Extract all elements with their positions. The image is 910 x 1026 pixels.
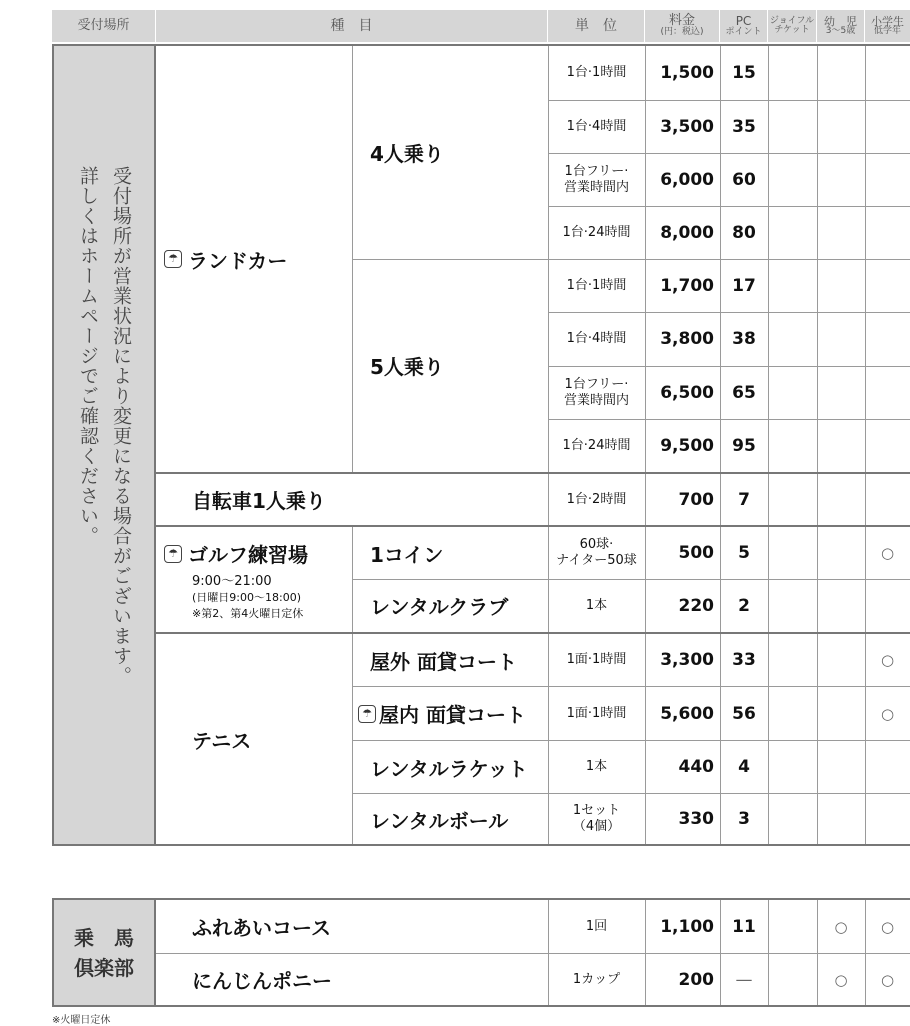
footnote: ※火曜日定休	[52, 1015, 111, 1026]
umbrella-icon: ☂	[358, 705, 376, 723]
table-row-points: 7	[738, 489, 750, 510]
header-infant: 幼 児 3〜5歳	[817, 10, 865, 42]
infant-mark: ○	[834, 970, 848, 989]
table-row-price: 500	[678, 543, 714, 563]
table-row-unit: 1面·1時間	[566, 705, 627, 721]
table-row-price: 1,700	[660, 275, 714, 296]
header-reception: 受付場所	[52, 10, 156, 42]
golf-closed-days: ※第2、第4火曜日定休	[192, 607, 304, 620]
table-row-unit: 1カップ	[572, 971, 621, 987]
table-row-price: 220	[678, 595, 714, 616]
table-row-points: 3	[738, 809, 750, 829]
table-row-points: 35	[732, 116, 756, 137]
table-row-points: 33	[732, 650, 756, 670]
elementary-mark: ○	[880, 917, 895, 936]
header-item: 種 目	[156, 10, 548, 42]
table-row-price: 6,500	[660, 382, 714, 403]
table-row-unit: 1回	[585, 918, 608, 934]
table-row-unit: 1台·24時間	[562, 224, 631, 240]
table-row-unit: 60球· ナイター50球	[556, 537, 637, 568]
table-row-unit: 1台フリー· 営業時間内	[563, 163, 629, 195]
table-row-points: 65	[732, 382, 756, 403]
reception-column	[54, 46, 156, 844]
table-row-price: 1,100	[660, 916, 714, 937]
table-row-unit: 1面·1時間	[566, 652, 627, 668]
table-row-points: 95	[732, 435, 756, 456]
horse-fureai-label: ふれあいコース	[192, 916, 331, 940]
elementary-mark: ○	[880, 970, 895, 989]
golf-rental-club-label: レンタルクラブ	[370, 595, 509, 619]
table-row-points: 56	[732, 703, 756, 724]
tennis-indoor-court-label: ☂ 屋内 面貸コート	[352, 687, 548, 740]
golf-hours: 9:00〜21:00	[192, 574, 272, 589]
header-price: 料金 (円：税込)	[645, 10, 720, 42]
tennis-rental-ball-label: レンタルボール	[370, 808, 509, 833]
table-row-unit: 1台·1時間	[566, 277, 627, 293]
horse-carrot-pony-label: にんじんポニー	[192, 969, 332, 993]
tennis-rental-racket-label: レンタルラケット	[370, 756, 528, 781]
umbrella-icon: ☂	[164, 250, 182, 268]
table-row-points: 4	[738, 757, 750, 777]
table-row-points: 11	[732, 916, 756, 937]
table-row-price: 440	[678, 757, 714, 777]
umbrella-icon: ☂	[164, 545, 182, 563]
table-row-points: 17	[732, 275, 756, 296]
table-row-unit: 1本	[585, 759, 608, 775]
table-row-price: 3,800	[660, 329, 714, 349]
header-pc-points: PC ポイント	[720, 10, 768, 42]
table-row-points: 2	[738, 595, 750, 616]
table-row-unit: 1台·4時間	[566, 331, 627, 347]
table-row-price: 200	[678, 969, 714, 990]
table-row-points: 15	[732, 63, 756, 83]
landcar-4seat-label: 4人乗り	[370, 142, 444, 166]
table-row-unit: 1台·1時間	[566, 65, 627, 81]
horse-club-label: 乗 馬 倶楽部	[54, 900, 156, 1005]
table-row-unit: 1台·2時間	[566, 491, 627, 507]
table-row-points: 5	[738, 543, 750, 563]
elementary-mark: ○	[880, 651, 895, 669]
table-row-unit: 1本	[585, 597, 608, 613]
table-row-unit: 1台·4時間	[566, 118, 627, 134]
table-row-points: 38	[732, 329, 756, 349]
golf-sunday-hours: (日曜日9:00〜18:00)	[192, 591, 301, 604]
table-row-price: 1,500	[660, 63, 714, 83]
landcar-5seat-label: 5人乗り	[370, 355, 444, 379]
header-unit: 単 位	[548, 10, 645, 42]
header-joyful-ticket: ジョイフル チケット	[768, 10, 817, 42]
landcar-label: ☂ ランドカー	[156, 46, 352, 472]
table-row-points: 60	[732, 169, 756, 190]
infant-mark: ○	[834, 917, 848, 936]
table-row-points: —	[735, 969, 753, 990]
table-row-unit: 1セット （4個）	[572, 803, 621, 834]
table-row-unit: 1台·24時間	[562, 437, 631, 453]
table-row-price: 5,600	[660, 703, 714, 724]
table-row-price: 700	[678, 489, 714, 510]
tennis-outdoor-court-label: 屋外 面貸コート	[370, 649, 517, 674]
table-row-points: 80	[732, 222, 756, 243]
reception-note-line1: 受付場所が営業状況により変更になる場合がございます。	[110, 166, 132, 686]
golf-coin-label: 1コイン	[370, 542, 444, 567]
header-elementary: 小学生 低学年	[865, 10, 910, 42]
reception-note-line2: 詳しくはホームページでご確認ください。	[77, 166, 99, 546]
table-row-unit: 1台フリー· 営業時間内	[563, 376, 629, 408]
table-row-price: 3,300	[660, 650, 714, 670]
tennis-label: テニス	[192, 728, 252, 753]
table-row-price: 8,000	[660, 222, 714, 243]
golf-label: ☂ ゴルフ練習場 9:00〜21:00 (日曜日9:00〜18:00) ※第2、第4火曜日定休	[156, 527, 352, 632]
table-row-price: 9,500	[660, 435, 714, 456]
bicycle-label: 自転車1人乗り	[192, 489, 326, 513]
table-row-price: 6,000	[660, 169, 714, 190]
elementary-mark: ○	[880, 544, 895, 562]
table-row-price: 330	[678, 809, 714, 829]
table-row-price: 3,500	[660, 116, 714, 137]
elementary-mark: ○	[880, 704, 895, 723]
